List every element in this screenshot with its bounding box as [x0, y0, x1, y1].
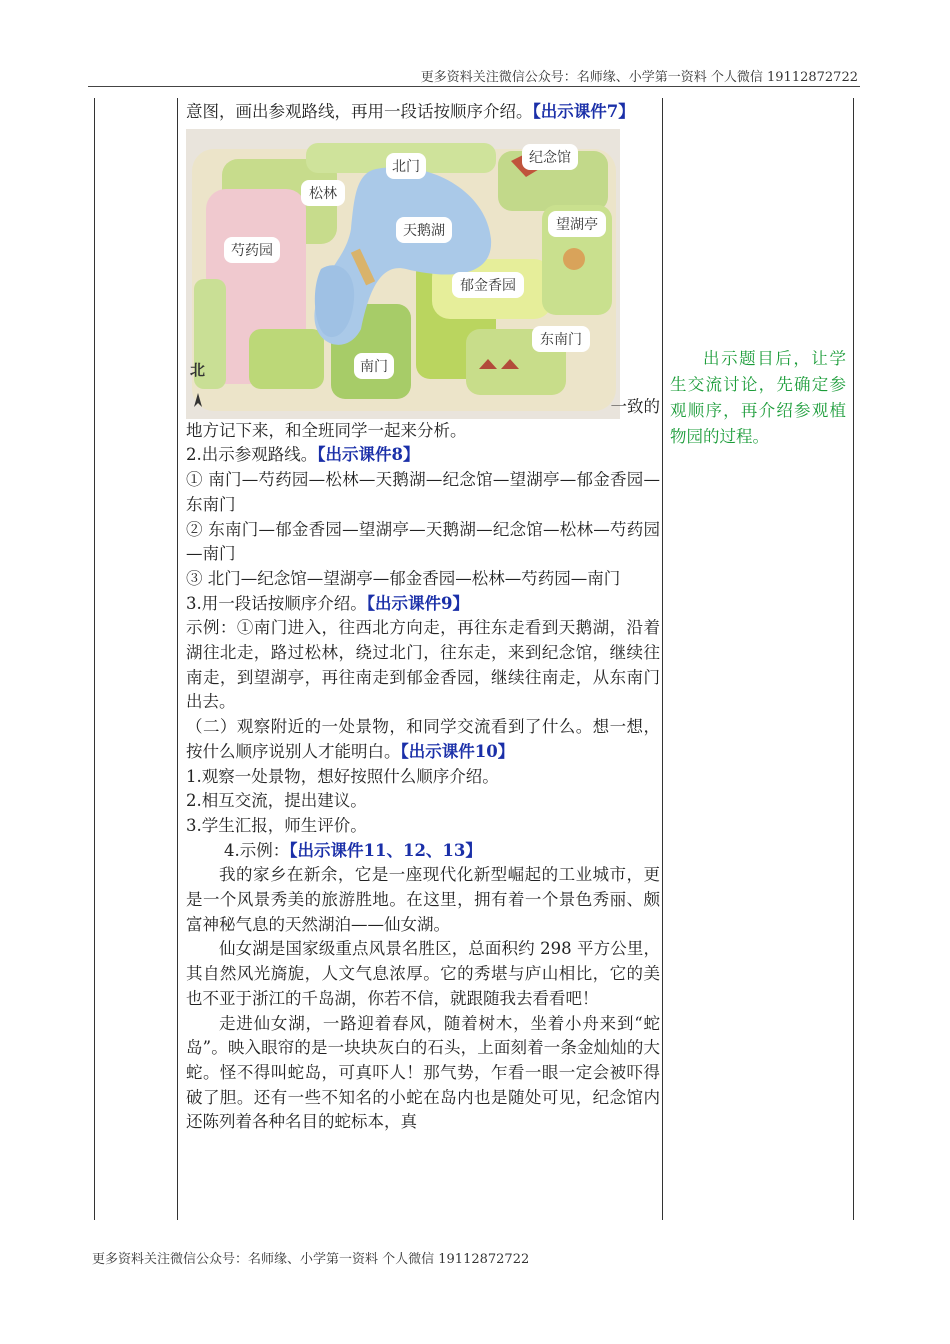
paragraph-section-2: （二）观察附近的一处景物，和同学交流看到了什么。想一想，按什么顺序说别人才能明白。【出示课件10】	[186, 717, 660, 761]
table-border-left	[94, 98, 95, 1220]
paragraph-record: 地方记下来，和全班同学一起来分析。	[186, 420, 467, 440]
map-label-lake-pavilion: 望湖亭	[556, 216, 598, 233]
courseware-link-7: 【出示课件7】	[532, 102, 635, 121]
footer-text: 更多资料关注微信公众号：名师缘、小学第一资料 个人微信 19112872722	[92, 1252, 530, 1267]
map-label-memorial: 纪念馆	[529, 149, 571, 166]
courseware-link-8: 【出示课件8】	[317, 445, 420, 465]
paragraph-lake-intro: 仙女湖是国家级重点风景名胜区，总面积约 298 平方公里，其自然风光旖旎，人文气息浓厚。它的秀堪与庐山相比，它的美也不亚于浙江的千岛湖，你若不信，就跟随我去看看吧！	[186, 939, 660, 1008]
paragraph-step-1: 1.观察一处景物，想好按照什么顺序介绍。	[186, 766, 499, 786]
table-border-right	[853, 98, 854, 1220]
main-content	[186, 100, 660, 1135]
table-border-col1	[177, 98, 178, 1220]
map-label-swan-lake: 天鹅湖	[403, 222, 445, 239]
map-tail-text: 一致的	[610, 396, 660, 416]
paragraph-snake-island: 走进仙女湖，一路迎着春风，随着树木，坐着小舟来到“蛇岛”。映入眼帘的是一块块灰白的石头，上面刻着一条金灿灿的大蛇。怪不得叫蛇岛，可真吓人！那气势，乍看一眼一定会被吓得破了胆。还有一些不知名的小蛇在岛内也是随处可见，纪念馆内还陈列着各种名目的蛇标本，真	[186, 1013, 660, 1132]
paragraph-example-1: 示例：①南门进入，往西北方向走，再往东走看到天鹅湖，沿着湖往北走，路过松林，绕过北门，往东走，来到纪念馆，继续往南走，到望湖亭，再往南走到郁金香园，继续往南走，从东南门出去。	[186, 618, 660, 712]
map-label-tulip: 郁金香园	[460, 277, 516, 294]
map-label-south-gate: 南门	[360, 358, 388, 375]
table-border-col2	[662, 98, 663, 1220]
route-1: ① 南门—芍药园—松林—天鹅湖—纪念馆—望湖亭—郁金香园—东南门	[186, 470, 660, 514]
courseware-link-9: 【出示课件9】	[366, 593, 469, 613]
paragraph-route-title: 2.出示参观路线。【出示课件8】	[186, 445, 420, 465]
route-2: ② 东南门—郁金香园—望湖亭—天鹅湖—纪念馆—松林—芍药园—南门	[186, 519, 660, 564]
park-map-image	[186, 129, 620, 419]
map-label-pine: 松林	[309, 185, 337, 202]
header-rule	[88, 86, 860, 87]
paragraph-step-4: 4.示例：【出示课件11、12、13】	[224, 840, 482, 860]
map-label-north-gate: 北门	[392, 158, 420, 175]
paragraph-intro-order: 3.用一段话按顺序介绍。【出示课件9】	[186, 593, 469, 613]
park-map	[186, 129, 660, 419]
courseware-link-10: 【出示课件10】	[400, 741, 515, 761]
map-north-label: 北	[190, 360, 206, 379]
paragraph-step-3: 3.学生汇报，师生评价。	[186, 815, 367, 835]
route-3: ③ 北门—纪念馆—望湖亭—郁金香园—松林—芍药园—南门	[186, 568, 621, 588]
map-label-peony: 芍药园	[231, 242, 273, 259]
map-label-southeast-gate: 东南门	[540, 331, 582, 348]
side-note: 出示题目后，让学生交流讨论，先确定参观顺序，再介绍参观植物园的过程。	[670, 349, 846, 446]
paragraph-hometown: 我的家乡在新余，它是一座现代化新型崛起的工业城市，更是一个风景秀美的旅游胜地。在这里，拥有着一个景色秀丽、颇富神秘气息的天然湖泊——仙女湖。	[186, 865, 660, 934]
paragraph-step-2: 2.相互交流，提出建议。	[186, 791, 367, 811]
courseware-link-11-13: 【出示课件11、12、13】	[289, 840, 482, 860]
header-text: 更多资料关注微信公众号：名师缘、小学第一资料 个人微信 19112872722	[420, 70, 858, 85]
paragraph-intro: 意图，画出参观路线，再用一段话按顺序介绍。【出示课件7】	[186, 102, 635, 121]
